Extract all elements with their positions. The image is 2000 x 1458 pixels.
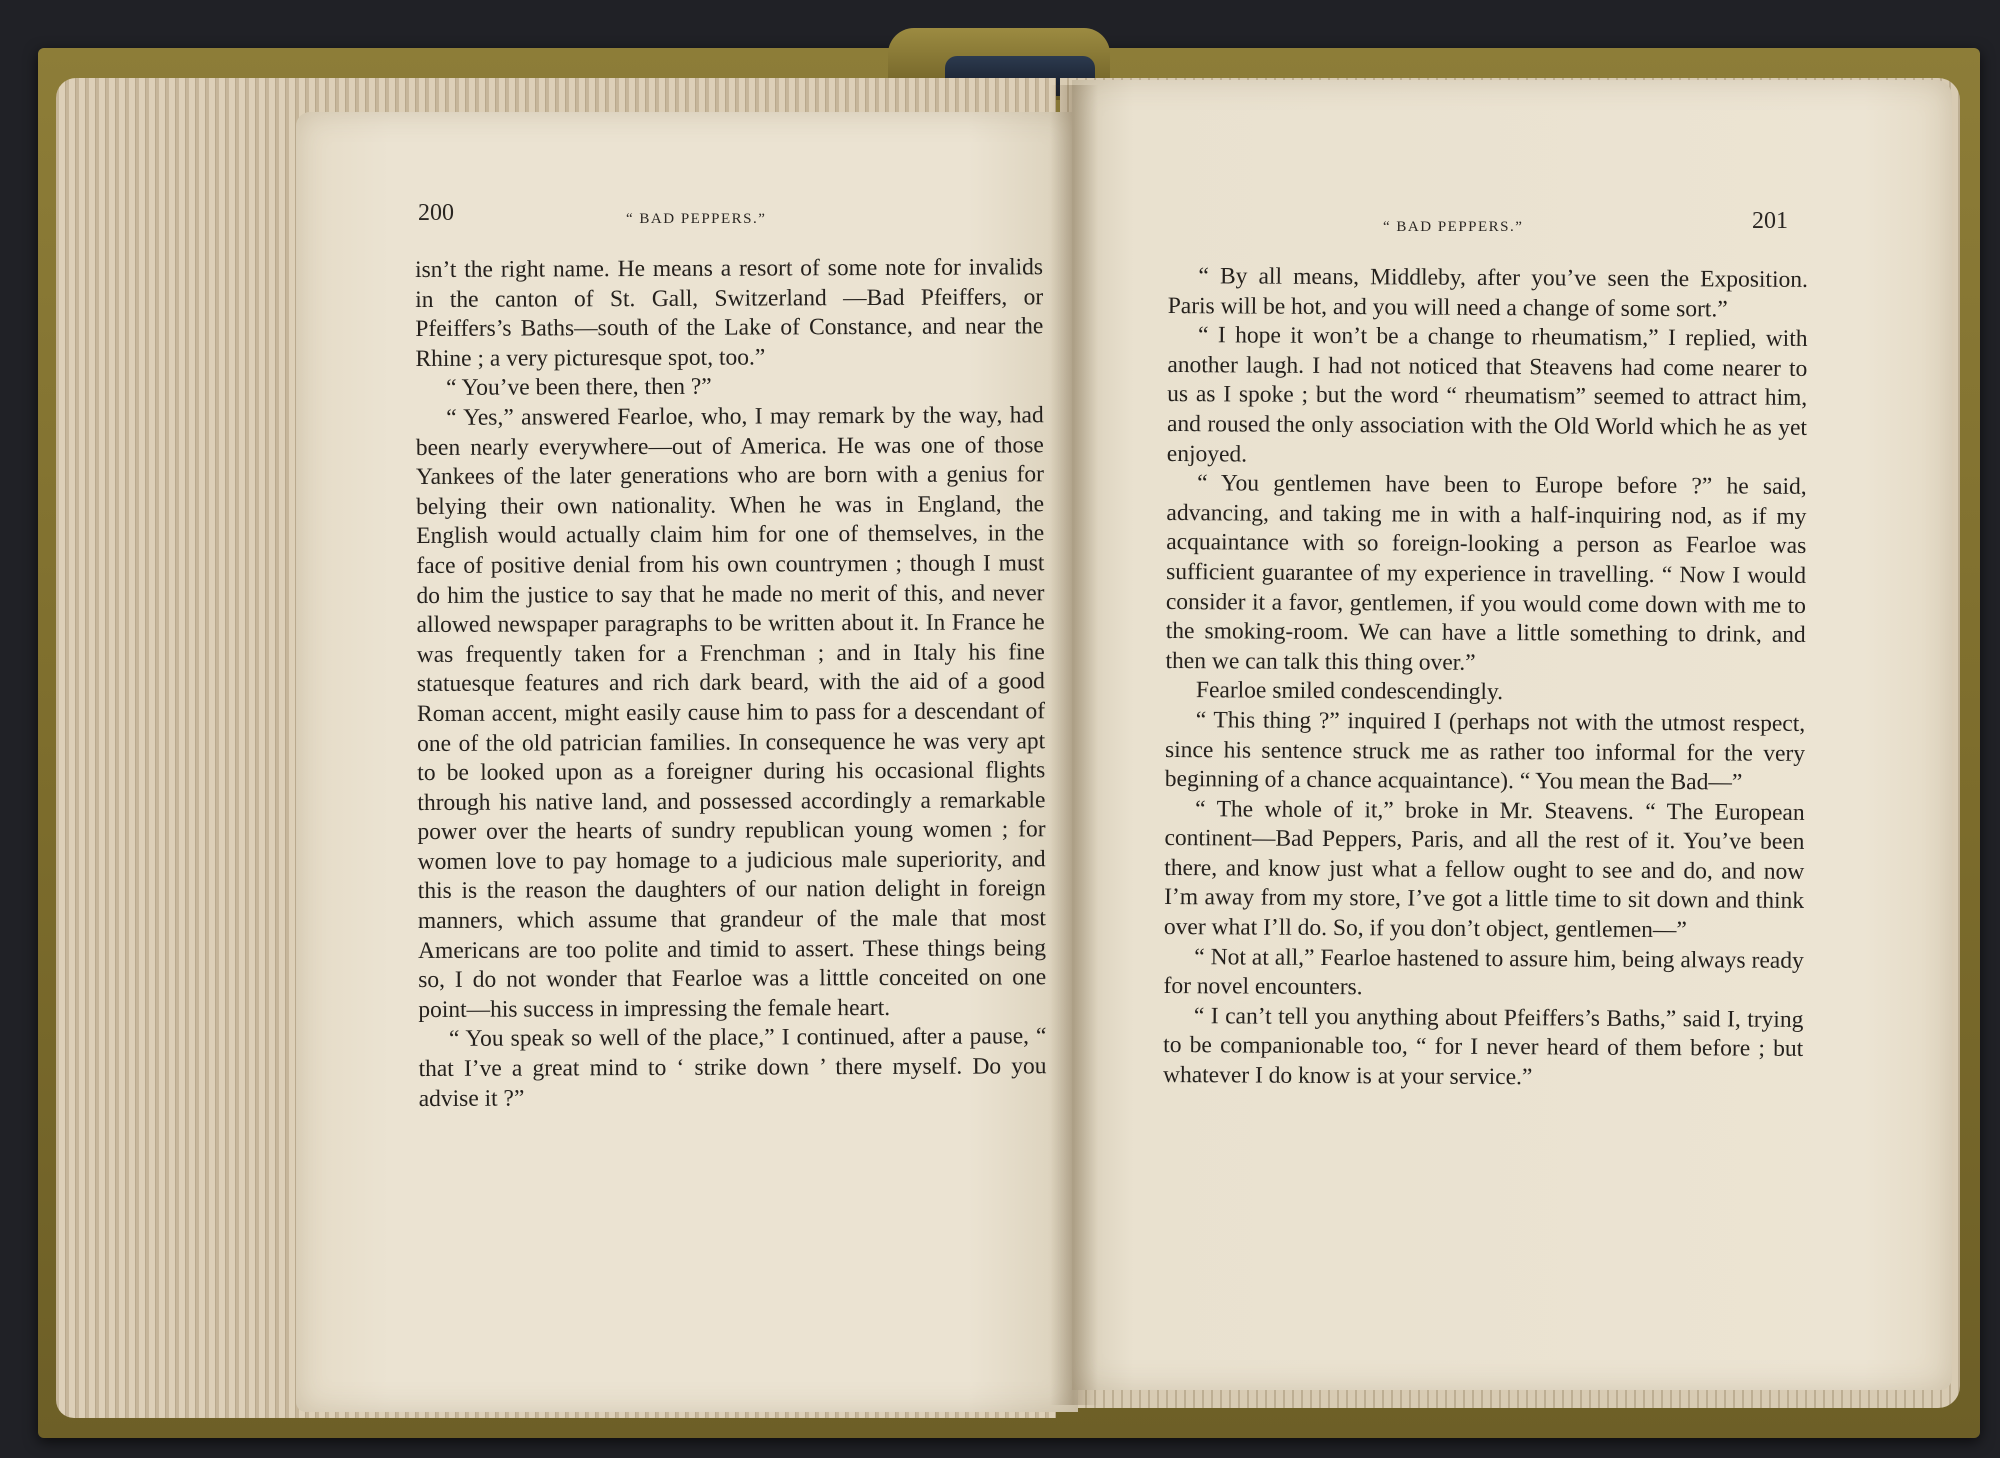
paragraph: “ You speak so well of the place,” I continued, after a pause, “ that I’ve a great mind to ‘ strike down ’ there myself. Do you advise it ?” bbox=[418, 1023, 1047, 1112]
left-page-text bbox=[415, 253, 1047, 1114]
paragraph: “ Not at all,” Fearloe hastened to assure him, being always ready for novel encounters. bbox=[1163, 943, 1804, 1001]
paragraph: “ You’ve been there, then ?” bbox=[446, 374, 712, 402]
paragraph: “ I hope it won’t be a change to rheumatism,” I replied, with another laugh. I had not noticed that Steavens had come nearer to us as I spoke ; but the word “ rheumatism” seemed to attract him, and roused the only association with the Old World which he as yet enjoyed. bbox=[1166, 322, 1808, 468]
paragraph: “ By all means, Middleby, after you’ve seen the Exposition. Paris will be hot, and you will need a change of some sort.” bbox=[1167, 263, 1808, 323]
paragraph: “ You gentlemen have been to Europe before ?” he said, advancing, and taking me in with a half-inquiring nod, as if my acquaintance with so foreign-looking a person as Fearloe was sufficient guarantee of my experience in travelling. “ Now I would consider it a favor, gentlemen, if you would come down with me to the smoking-room. We can have a little something to drink, and then we can talk this thing over.” bbox=[1165, 470, 1807, 676]
left-running-head: “ BAD PEPPERS.” bbox=[626, 211, 767, 227]
paragraph: “ Yes,” answered Fearloe, who, I may remark by the way, had been nearly everywhere—out of America. He was one of those Yankees of the later generations who are born with a genius for belying their own nationality. When he was in England, the English would actually claim him for one of themselves, in the face of positive denial from his own countrymen ; though I must do him the justice to say that he made no merit of this, and never allowed newspaper paragraphs to be written about it. In France he was frequently taken for a Frenchman ; and in Italy his fine statuesque features and rich dark beard, with the aid of a good Roman accent, might easily cause him to pass for a descendant of one of the old patrician families. In consequence he was very apt to be looked upon as a foreigner during his occasional flights through his native land, and possessed accordingly a remarkable power over the hearts of sundry republican young women ; for women love to pay homage to a judicious male superiority, and this is the reason the daughters of our nation delight in foreign manners, which assume that grandeur of the male that most Americans are too polite and timid to assert. These things being so, I do not wonder that Fearloe was a litttle conceited on one point—his success in impressing the female heart. bbox=[415, 402, 1047, 1023]
paragraph: “ I can’t tell you anything about Pfeiffers’s Baths,” said I, trying to be companionable too, “ for I never heard of them before ; but whatever I do know is at your service.” bbox=[1162, 1003, 1804, 1091]
right-running-head: “ BAD PEPPERS.” bbox=[1383, 219, 1524, 235]
paragraph: “ This thing ?” inquired I (perhaps not with the utmost respect, since his sentence struck me as rather too informal for the very beginning of a chance acquaintance). “ You mean the Bad—” bbox=[1164, 707, 1806, 796]
page-gutter bbox=[1050, 85, 1098, 1405]
left-page-number: 200 bbox=[418, 200, 454, 226]
right-page-number: 201 bbox=[1752, 208, 1788, 234]
paragraph: isn’t the right name. He means a resort of some note for invalids in the canton of St. Gall, Switzerland —Bad Pfeiffers, or Pfeiffers’s Baths—south of the Lake of Constance, and near the Rhine ; a very picturesque spot, too.” bbox=[415, 254, 1044, 372]
paragraph: Fearloe smiled condescendingly. bbox=[1195, 677, 1504, 706]
paragraph: “ The whole of it,” broke in Mr. Steavens. “ The European continent—Bad Peppers, Paris, and all the rest of it. You’ve been there, and know just what a fellow ought to see and do, and now I’m away from my store, I’ve got a little time to sit down and think over what I’ll do. So, if you don’t object, gentlemen—” bbox=[1163, 795, 1805, 944]
right-page-text bbox=[1163, 262, 1808, 1095]
